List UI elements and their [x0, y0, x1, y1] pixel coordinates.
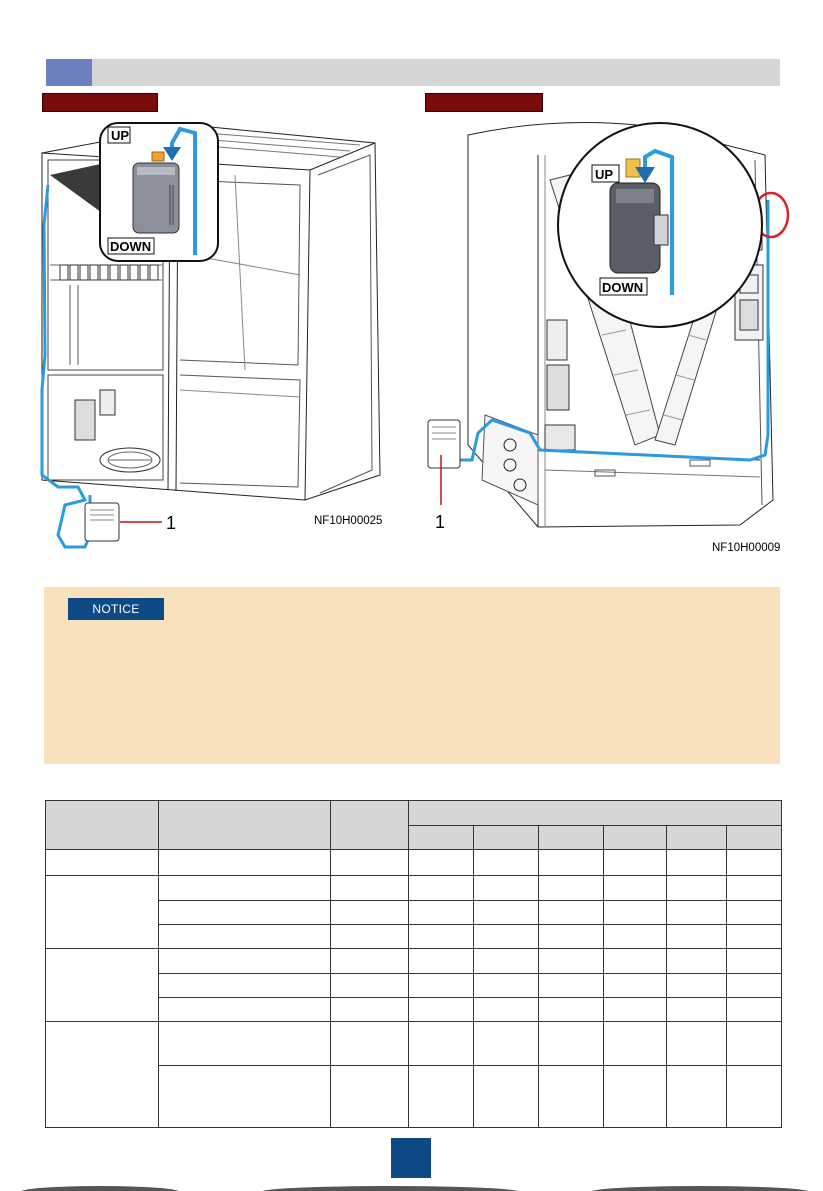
table-row — [46, 850, 782, 876]
table-header-cell — [474, 826, 539, 850]
table-row — [46, 876, 782, 901]
figure-left-cabinet — [30, 115, 405, 560]
table-row — [46, 1022, 782, 1066]
figure-label-right — [425, 93, 543, 112]
section-heading-marker — [46, 59, 92, 86]
drawing-code-left: NF10H00025 — [314, 515, 383, 527]
figure-label-left — [42, 93, 158, 112]
section-heading-bar — [46, 59, 780, 86]
table-header-cell — [604, 826, 667, 850]
up-text-right: UP — [595, 167, 614, 182]
table-header-cell — [409, 826, 474, 850]
table-header-cell — [409, 801, 782, 826]
up-text-left: UP — [111, 128, 130, 143]
table-header-cell — [159, 801, 331, 850]
table-header-cell — [667, 826, 727, 850]
table-header-cell — [727, 826, 782, 850]
table-header-cell — [331, 801, 409, 850]
drawing-code-right: NF10H00009 — [712, 542, 781, 554]
bottom-edge-shadow — [0, 1182, 823, 1191]
down-text-right: DOWN — [602, 280, 644, 295]
page-number-block — [391, 1138, 431, 1178]
table-header-row — [46, 801, 782, 826]
notice-badge: NOTICE — [68, 598, 164, 620]
callout-number-right: 1 — [435, 512, 446, 532]
cabinet-illustration-left — [30, 115, 405, 560]
cabinet-illustration-right — [410, 115, 810, 565]
figure-right-cabinet — [410, 115, 810, 565]
callout-number-left: 1 — [166, 513, 177, 533]
down-text-left: DOWN — [110, 239, 152, 254]
table-row — [46, 949, 782, 974]
table-header-cell — [46, 801, 159, 850]
spec-table — [45, 800, 782, 1128]
table-header-cell — [539, 826, 604, 850]
